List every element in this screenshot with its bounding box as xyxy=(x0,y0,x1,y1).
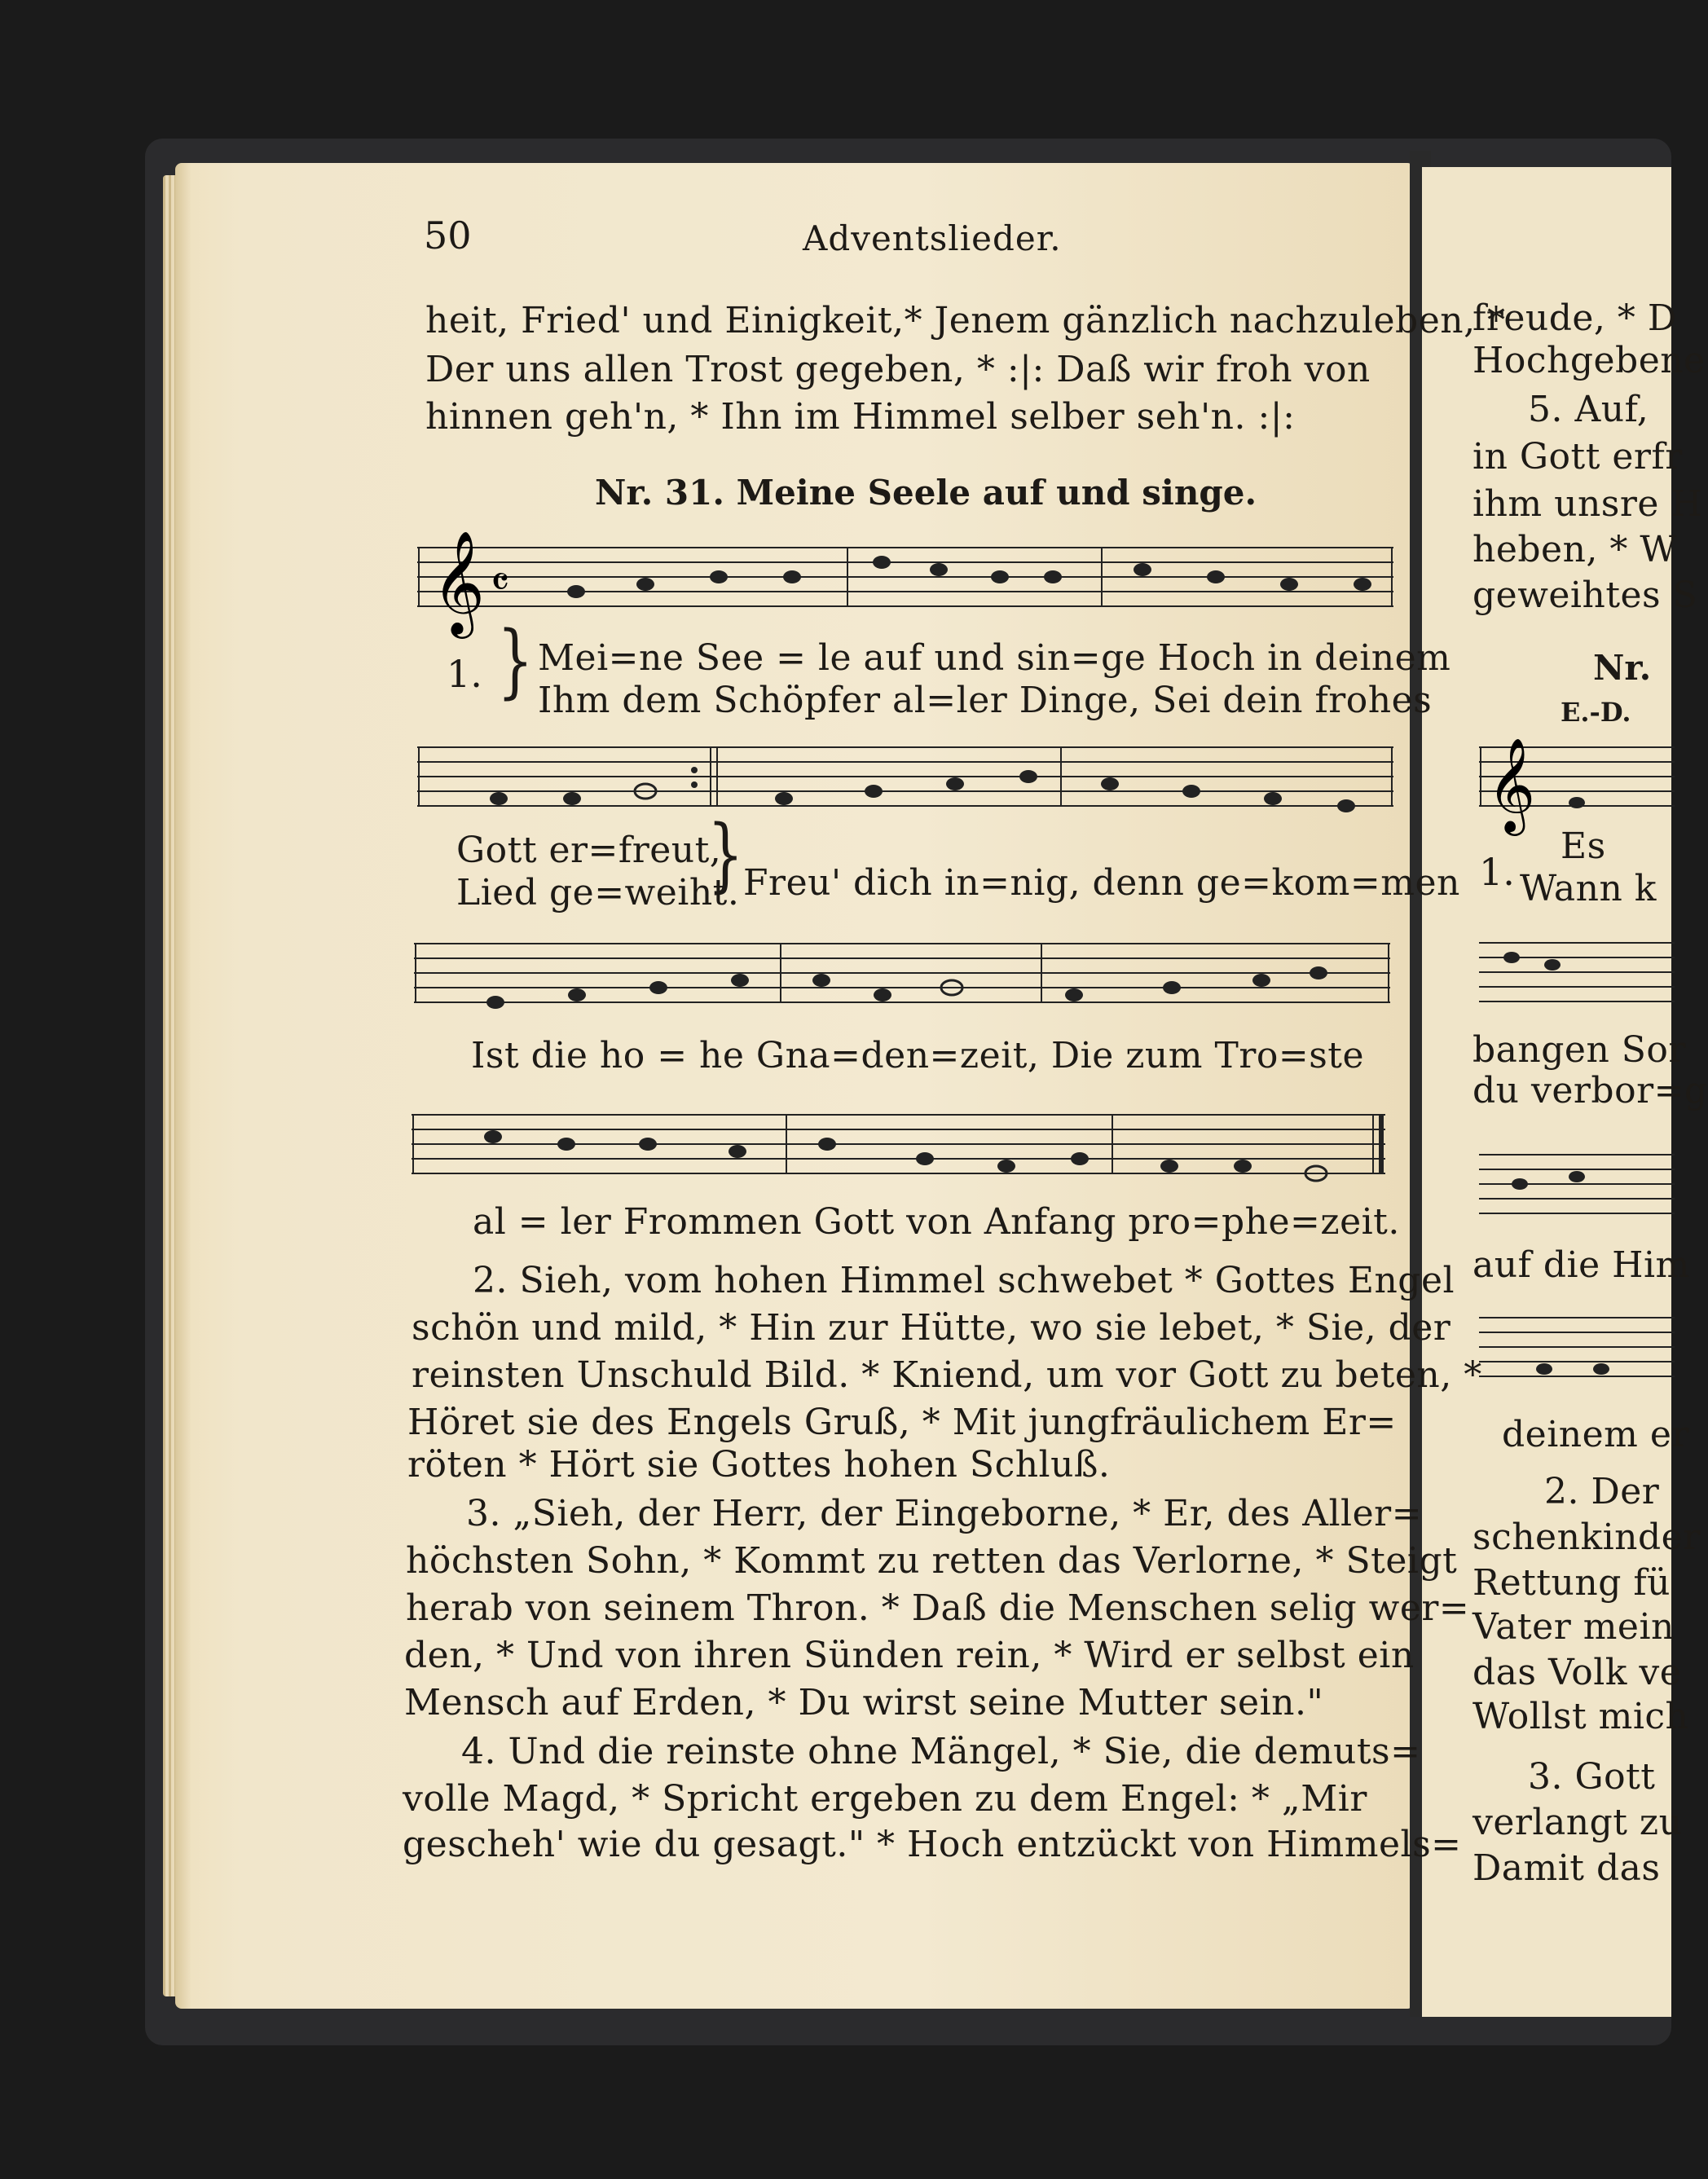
svg-text:𝄞: 𝄞 xyxy=(432,530,486,634)
verse-line: schön und mild, * Hin zur Hütte, wo sie lebet, * Sie, der xyxy=(412,1307,1451,1349)
verse-line: röten * Hört sie Gottes hohen Schluß. xyxy=(407,1444,1111,1486)
text-line: ihm unsre H xyxy=(1472,483,1703,525)
tune-label: E.-D. xyxy=(1561,697,1631,728)
text-line: heben, * W xyxy=(1472,529,1678,570)
text-line: heit, Fried' und Einigkeit,* Jenem gänzlich nachzuleben, * xyxy=(425,300,1506,341)
text-line: Der uns allen Trost gegeben, * :|: Daß wir froh von xyxy=(425,349,1371,390)
text-line: Hochgebene xyxy=(1472,340,1706,381)
lyric-line: auf die Him xyxy=(1472,1244,1690,1286)
svg-text:𝄴: 𝄴 xyxy=(491,558,510,607)
text-line: Damit das xyxy=(1472,1847,1661,1889)
verse-number: 1. xyxy=(1479,850,1515,894)
lyric-line: bangen Sor xyxy=(1472,1029,1686,1071)
text-line: Wollst mich xyxy=(1472,1696,1689,1737)
verse-line: 4. Und die reinste ohne Mängel, * Sie, die demuts= xyxy=(461,1731,1421,1772)
text-line: schenkinder xyxy=(1472,1516,1701,1558)
text-line: hinnen geh'n, * Ihn im Himmel selber seh'n. :|: xyxy=(425,396,1296,438)
text-line: Vater mein xyxy=(1472,1606,1675,1648)
verse-line: volle Magd, * Spricht ergeben zu dem Engel: * „Mir xyxy=(403,1778,1367,1820)
lyric-line: deinem er xyxy=(1502,1414,1689,1455)
music-staff-r4 xyxy=(1479,1308,1675,1389)
lyric-line: Mei=ne See = le auf und sin=ge Hoch in deinem xyxy=(538,637,1451,679)
text-line: geweihtes S xyxy=(1472,574,1698,616)
page-number: 50 xyxy=(424,213,472,258)
verse-line: reinsten Unschuld Bild. * Kniend, um vor Gott zu beten, * xyxy=(412,1354,1482,1396)
verse-line: den, * Und von ihren Sünden rein, * Wird er selbst ein xyxy=(404,1635,1415,1676)
brace: } xyxy=(497,614,534,708)
running-head: Adventslieder. xyxy=(803,218,1062,258)
verse-line: Mensch auf Erden, * Du wirst seine Mutter sein." xyxy=(404,1682,1324,1723)
music-staff-r1 xyxy=(1479,737,1675,832)
verse-line: Höret sie des Engels Gruß, * Mit jungfräulichem Er= xyxy=(407,1402,1397,1443)
text-line: verlangt zu xyxy=(1472,1802,1683,1843)
verse-number: 1. xyxy=(447,652,482,696)
lyric-line: du verbor=g xyxy=(1472,1070,1708,1112)
text-line: freude, * D xyxy=(1472,297,1677,339)
lyric-line: Es xyxy=(1561,825,1606,867)
music-staff-1 xyxy=(417,530,1395,634)
lyric-line: Gott er=freut, xyxy=(456,830,722,871)
music-staff-r2 xyxy=(1479,933,1675,1015)
right-page-text xyxy=(1422,167,1708,2017)
lyric-line: al = ler Frommen Gott von Anfang pro=phe=zeit. xyxy=(473,1201,1400,1243)
text-line: 3. Gott xyxy=(1528,1756,1656,1798)
lyric-line: Ist die ho = he Gna=den=zeit, Die zum Tro=ste xyxy=(471,1035,1365,1076)
music-staff-3 xyxy=(414,929,1392,1019)
music-staff-r3 xyxy=(1479,1145,1675,1226)
verse-line: 3. „Sieh, der Herr, der Eingeborne, * Er, des Aller= xyxy=(466,1493,1423,1534)
verse-line: herab von seinem Thron. * Daß die Menschen selig wer= xyxy=(406,1587,1470,1629)
verse-line: gescheh' wie du gesagt." * Hoch entzückt von Himmels= xyxy=(403,1824,1462,1865)
lyric-line: Freu' dich in=nig, denn ge=kom=men xyxy=(743,862,1460,904)
text-line: in Gott erfr xyxy=(1472,436,1683,478)
lyric-line: Ihm dem Schöpfer al=ler Dinge, Sei dein frohes xyxy=(538,680,1433,721)
text-line: das Volk ve xyxy=(1472,1652,1682,1693)
song-title: Nr. xyxy=(1593,648,1652,688)
svg-text:𝄞: 𝄞 xyxy=(1487,737,1536,832)
music-staff-2 xyxy=(417,737,1395,819)
song-title: Nr. 31. Meine Seele auf und singe. xyxy=(595,473,1257,513)
lyric-line: Lied ge=weiht. xyxy=(456,872,740,913)
music-staff-4 xyxy=(412,1100,1389,1190)
brace: } xyxy=(707,808,744,902)
text-line: 5. Auf, xyxy=(1528,389,1649,430)
verse-line: 2. Sieh, vom hohen Himmel schwebet * Gottes Engel xyxy=(473,1260,1455,1301)
verse-line: höchsten Sohn, * Kommt zu retten das Verlorne, * Steigt xyxy=(406,1540,1458,1582)
text-line: Rettung fü xyxy=(1472,1562,1671,1604)
text-line: 2. Der xyxy=(1544,1471,1660,1512)
lyric-line: Wann k xyxy=(1520,868,1657,909)
